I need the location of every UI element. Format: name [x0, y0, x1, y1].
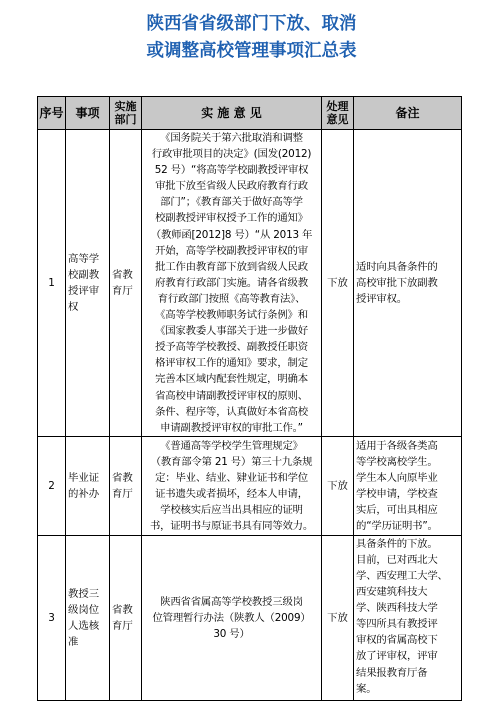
summary-table	[37, 96, 462, 701]
row-basis: 《国务院关于第六批取消和调整 行政审批项目的决定》(国发(2012) 52 号）“将高等学校副教授评审权 审批下放至省级人民政府教育行政 部门”；《教育部关于做好高等学 校副教授评审权授予工作的通知》 （教师函[2012]8 号）“从 2013 年 开始，高等学校副教授评审权的审 批工作由教育部下放到省级人民政 府教育行政部门实施。请各省级教 育行政部门按照《高等教育法》、 《高等学校教师职务试行条例》和 《国家教委人事部关于进一步做好 授予高等学校教授、副教授任职资 格评审权工作的通知》要求，制定 完善本区域内配套性规定，明确本 省高校申请副教授评审权的原则、 条件、程序等，认真做好本省高校 申请副教授评审权的审批工作。”	[142, 130, 322, 437]
header-method: 处理 意见	[322, 97, 354, 130]
header-dept: 实施 部门	[110, 97, 142, 130]
row-seq: 1	[38, 130, 66, 437]
row-item: 教授三 级岗位 人选核 准	[66, 535, 110, 700]
row-method: 下放	[322, 130, 354, 437]
document-title-line1: 陕西省省级部门下放、取消	[146, 14, 357, 34]
row-note: 适时向具备条件的 高校审批下放副教 授评审权。	[354, 130, 462, 437]
document-title-line2: 或调整高校管理事项汇总表	[146, 41, 357, 61]
row-item: 毕业证 的补办	[66, 436, 110, 535]
row-method: 下放	[322, 535, 354, 700]
table-row	[38, 130, 462, 437]
row-dept: 省教 育厅	[110, 535, 142, 700]
row-dept: 省教 育厅	[110, 436, 142, 535]
row-seq: 3	[38, 535, 66, 700]
header-note: 备注	[354, 97, 462, 130]
table-row	[38, 535, 462, 700]
row-dept: 省教 育厅	[110, 130, 142, 437]
row-item: 高等学 校副教 授评审 权	[66, 130, 110, 437]
row-note: 具备条件的下放。 目前，已对西北大 学、西安理工大学、 西安建筑科技大 学、陕西科技大学 等四所具有教授评 审权的省属高校下 放了评审权，评审 结果报教育厅备 案。	[354, 535, 462, 700]
header-basis: 实 施 意 见	[142, 97, 322, 130]
row-method: 下放	[322, 436, 354, 535]
row-note: 适用于各级各类高 等学校离校学生。 学生本人向原毕业 学校申请，学校查 实后，可出具相应 的“学历证明书”。	[354, 436, 462, 535]
header-item: 事项	[66, 97, 110, 130]
row-basis: 陕西省省属高等学校教授三级岗 位管理暂行办法（陕教人（2009） 30 号）	[142, 535, 322, 700]
row-seq: 2	[38, 436, 66, 535]
table-row	[38, 436, 462, 535]
header-seq: 序号	[38, 97, 66, 130]
row-basis: 《普通高等学校学生管理规定》 （教育部令第 21 号）第三十九条规 定：毕业、结业、肄业证书和学位 证书遗失或者损坏，经本人申请， 学校核实后应当出具相应的证明 书，证明书与原证书具有同等效力。	[142, 436, 322, 535]
table-header-row	[38, 97, 462, 130]
